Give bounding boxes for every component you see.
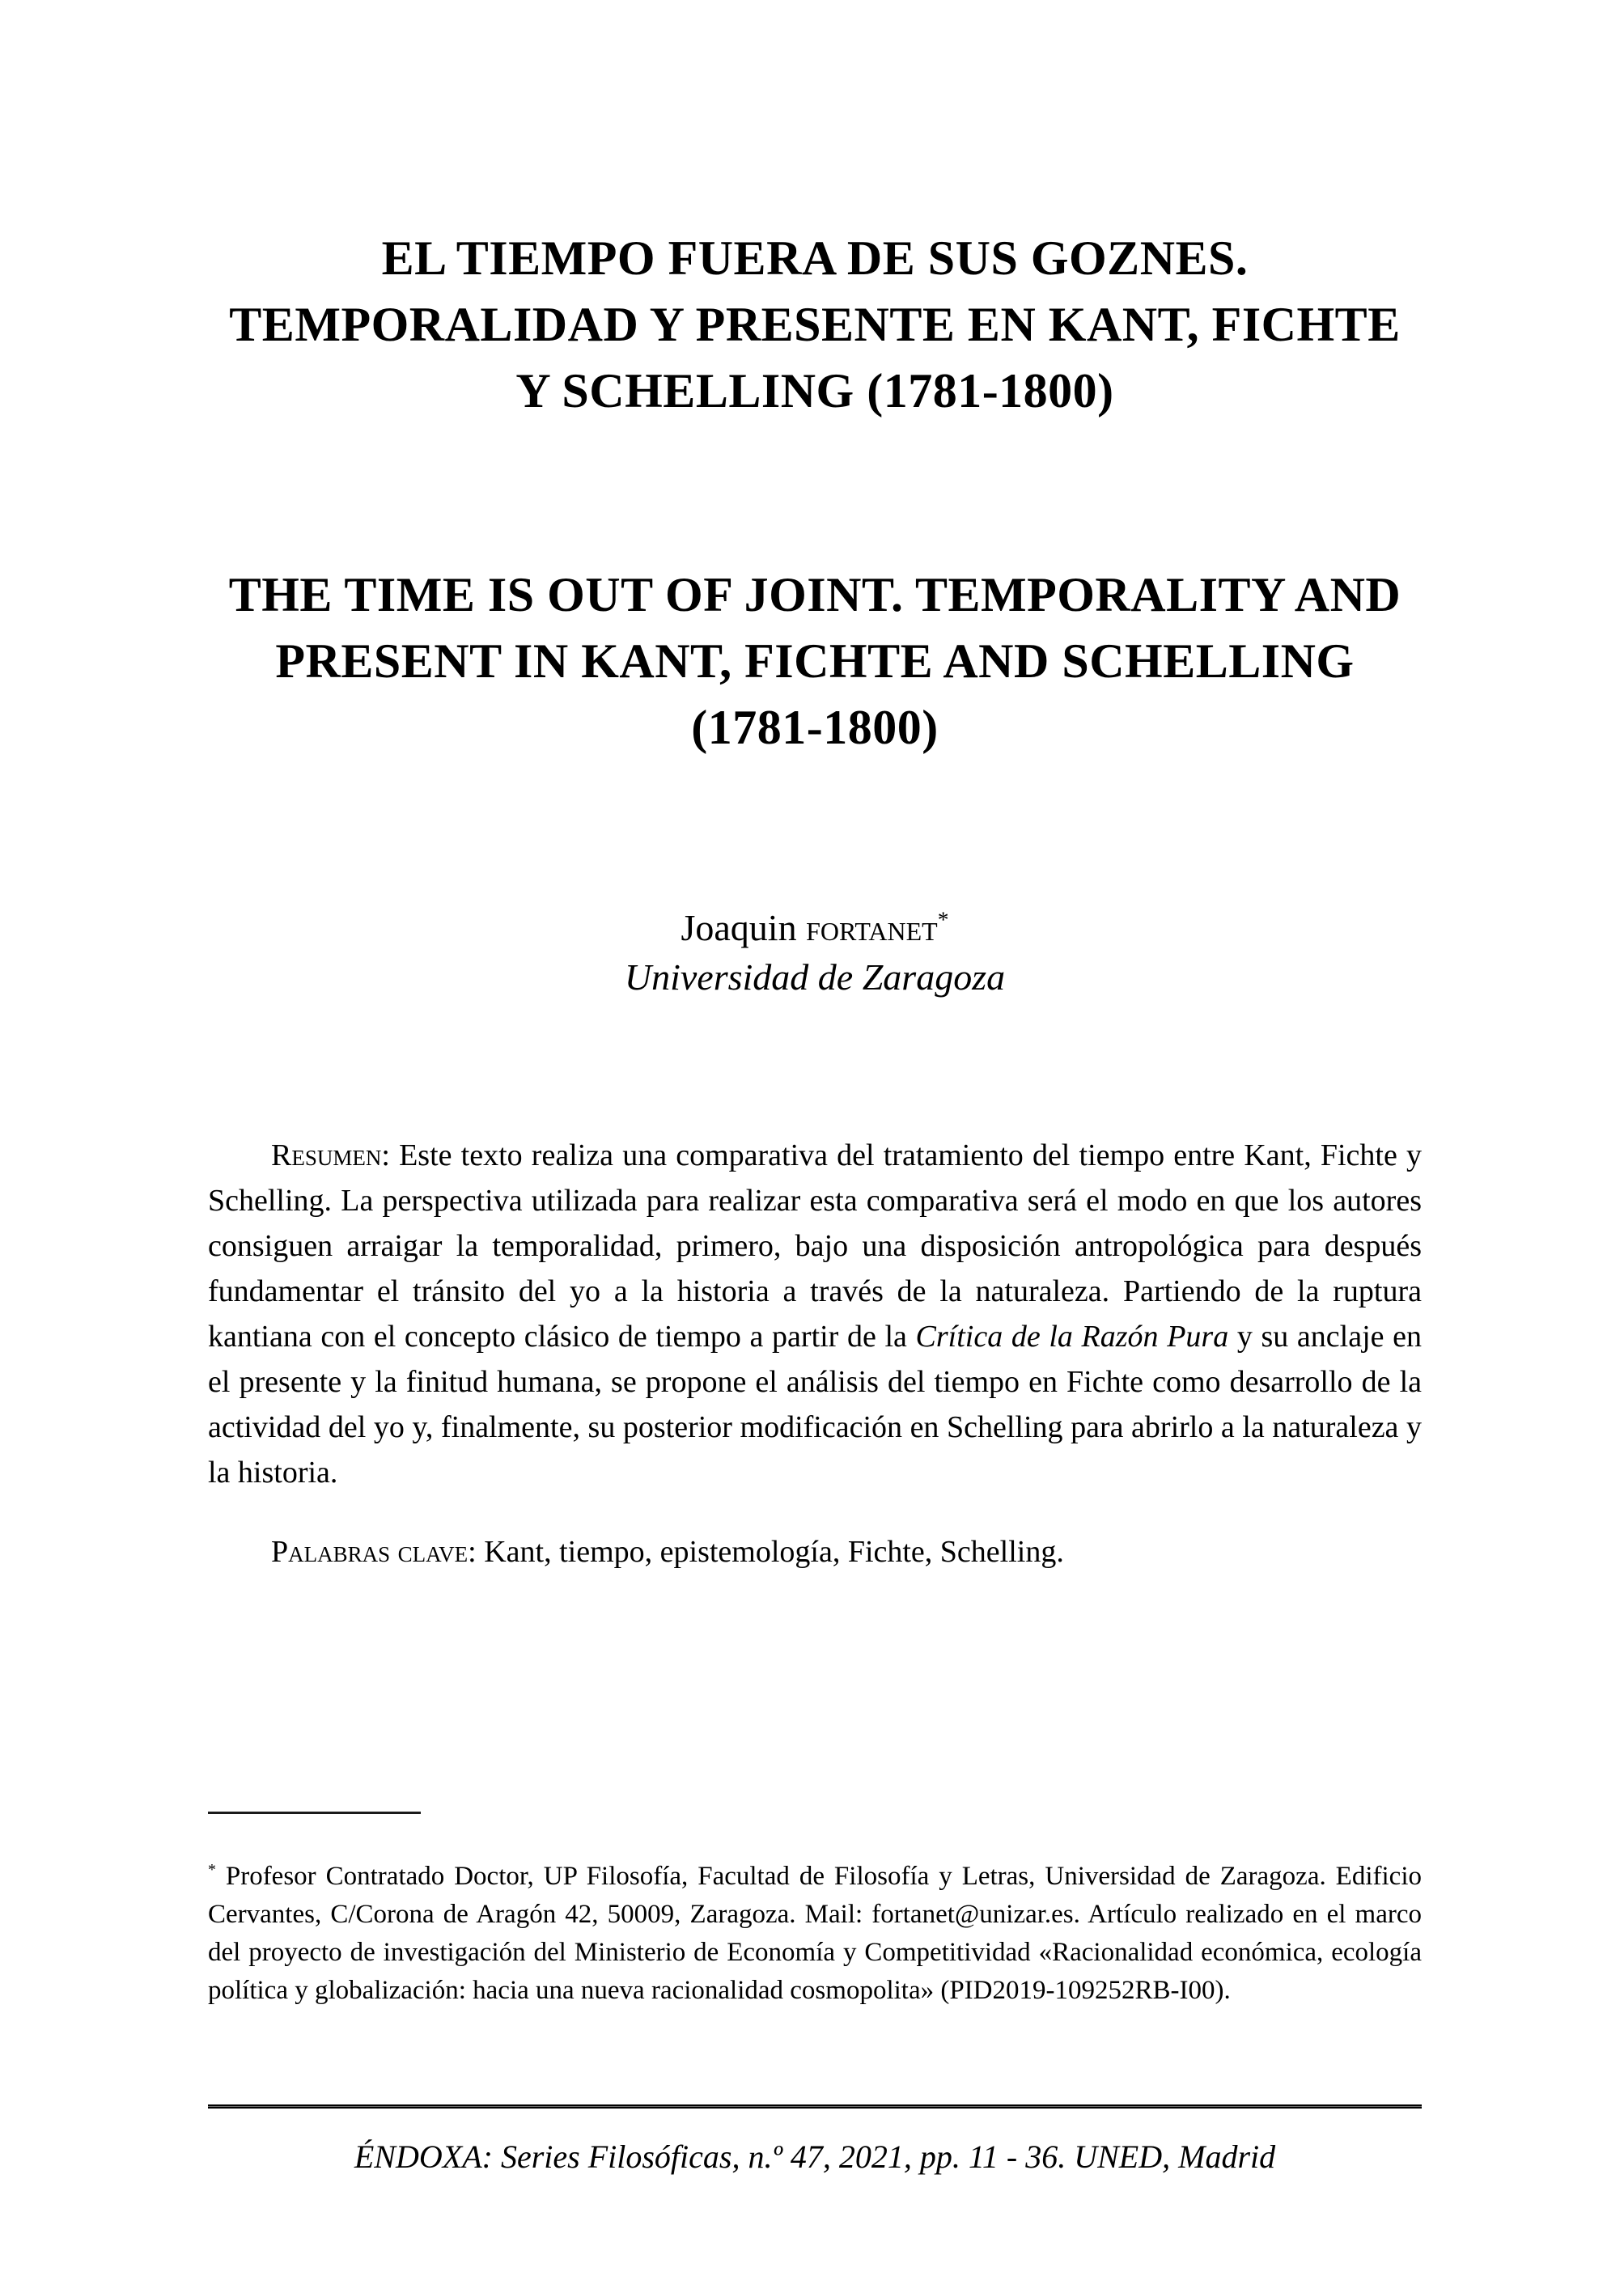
book-title-italic: Crítica de la Razón Pura <box>915 1320 1229 1354</box>
footnote-marker: * <box>208 1861 216 1879</box>
author-first-name: Joaquin <box>681 907 797 948</box>
keywords-line <box>208 1529 1422 1575</box>
title-english-line-1: THE TIME IS OUT OF JOINT. TEMPORALITY AND <box>228 568 1401 621</box>
author-block <box>208 903 1422 1002</box>
title-spanish <box>208 225 1422 424</box>
abstract-text-after: y su anclaje en el presente y la finitud humana, se propone el análisis del tiempo en Fichte como desarrollo de la actividad del yo y, finalmente, su posterior modificación en Schelling para abrirlo a la naturaleza y la historia. <box>208 1320 1422 1490</box>
keywords-separator: : <box>468 1535 485 1569</box>
author-footnote-marker: * <box>937 906 949 932</box>
abstract-label: Resumen <box>271 1138 382 1172</box>
footnote-text: Profesor Contratado Doctor, UP Filosofía, Facultad de Filosofía y Letras, Universidad de Zaragoza. Edificio Cervantes, C/Corona de Aragón 42, 50009, Zaragoza. Mail: fortanet@unizar.es. Artículo realizado en el marco del proyecto de investigación del Ministerio de Economía y Competitividad «Racionalidad económica, ecología política y globalización: hacia una nueva racionalidad cosmopolita» (PID2019-109252RB-I00). <box>208 1862 1422 2005</box>
title-spanish-line-2: TEMPORALIDAD Y PRESENTE EN KANT, FICHTE <box>229 298 1401 351</box>
author-affiliation: Universidad de Zaragoza <box>624 956 1006 998</box>
footnote-paragraph <box>208 1858 1422 2010</box>
abstract-text-before: Este texto realiza una comparativa del tratamiento del tiempo entre Kant, Fichte y Schelling. La perspectiva utilizada para realizar esta comparativa será el modo en que los autores consiguen arraigar la temporalidad, primero, bajo una disposición antropológica para después fundamentar el tránsito del yo a la historia a través de la naturaleza. Partiendo de la ruptura kantiana con el concepto clásico de tiempo a partir de la <box>208 1138 1422 1354</box>
journal-footer: ÉNDOXA: Series Filosóficas, n.º 47, 2021, pp. 11 - 36. UNED, Madrid <box>354 2138 1276 2175</box>
abstract-paragraph <box>208 1133 1422 1495</box>
title-english-line-3: (1781-1800) <box>691 701 939 754</box>
title-spanish-line-3: Y SCHELLING (1781-1800) <box>515 364 1114 417</box>
title-english <box>208 562 1422 761</box>
footnote-rule <box>208 1812 421 1814</box>
author-last-name: fortanet <box>806 907 938 948</box>
keywords-label: Palabras clave <box>271 1535 469 1569</box>
abstract-separator: : <box>381 1138 400 1172</box>
footer-rule <box>208 2104 1422 2109</box>
title-english-line-2: PRESENT IN KANT, FICHTE AND SCHELLING <box>275 634 1355 688</box>
author-name <box>208 903 1422 952</box>
keywords-text: Kant, tiempo, epistemología, Fichte, Schelling. <box>484 1535 1064 1569</box>
title-spanish-line-1: EL TIEMPO FUERA DE SUS GOZNES. <box>381 231 1249 285</box>
